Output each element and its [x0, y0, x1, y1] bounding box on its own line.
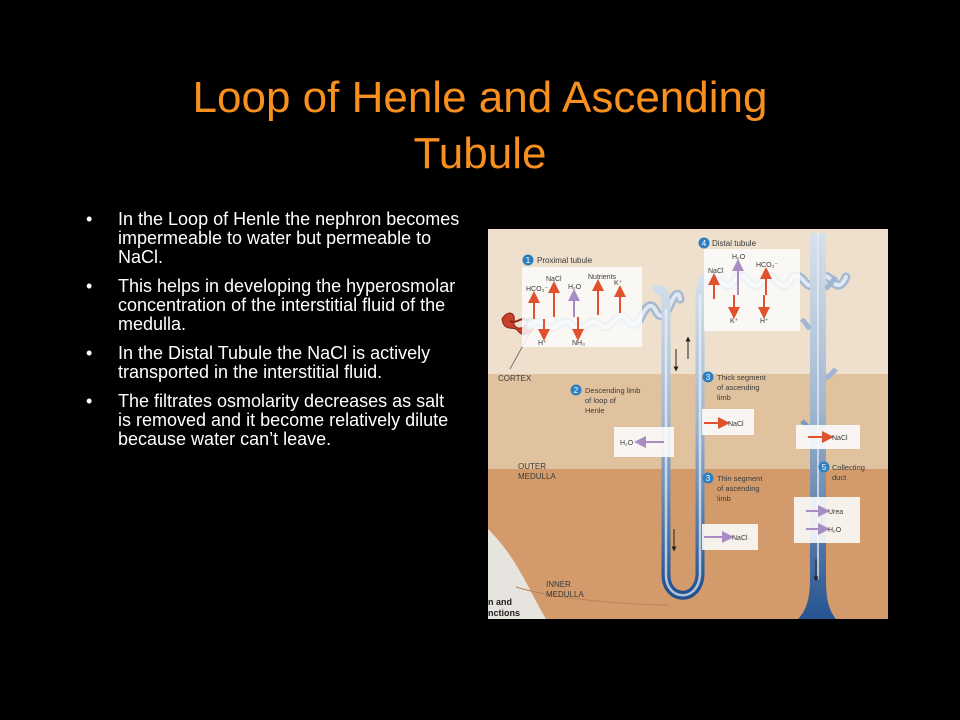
slide-title [60, 70, 900, 182]
prox-h2o: H₂O [568, 284, 582, 291]
step-3-thick-label-1: Thick segment [717, 373, 766, 382]
distal-h: H⁺ [760, 318, 769, 325]
collecting-urea: Urea [828, 509, 844, 516]
bullet-item [80, 392, 460, 449]
step-3-thick-number: 3 [705, 373, 711, 382]
step-5-label-2: duct [832, 473, 847, 482]
prox-nh3: NH₃ [572, 340, 585, 347]
step-3-thin-label-3: limb [717, 494, 731, 503]
prox-k: K⁺ [614, 280, 623, 287]
title-line-1: Loop of Henle and Ascending [192, 73, 768, 122]
bullet-dot: • [86, 391, 93, 411]
step-3-thin-label-1: Thin segment [717, 474, 763, 483]
collecting-inner-box [794, 497, 860, 543]
step-3-thin-number: 3 [705, 474, 711, 483]
bullet-text: This helps in developing the hyperosmolar concentration of the interstitial fluid of the medulla. [118, 276, 456, 334]
bullet-item [80, 210, 460, 267]
bullet-dot: • [86, 343, 93, 363]
prox-h: H⁺ [538, 340, 547, 347]
step-4-label: Distal tubule [712, 239, 757, 248]
thick-nacl: NaCl [728, 421, 744, 428]
distal-exchange-box [704, 249, 800, 331]
cortex-label: CORTEX [498, 374, 532, 383]
nephron-diagram [488, 229, 888, 619]
step-3-thick-label-2: of ascending [717, 383, 760, 392]
bullet-text: In the Distal Tubule the NaCl is actively transported in the interstitial fluid. [118, 343, 431, 382]
prox-nacl: NaCl [546, 276, 562, 283]
bullet-text: In the Loop of Henle the nephron becomes impermeable to water but permeable to NaCl. [118, 209, 460, 267]
bullet-text: The filtrates osmolarity decreases as salt is removed and it become relatively dilute because water can’t leave. [118, 391, 449, 449]
step-3-thin-label-2: of ascending [717, 484, 760, 493]
distal-nacl: NaCl [708, 268, 724, 275]
bullet-item [80, 277, 460, 334]
thin-nacl: NaCl [732, 535, 748, 542]
descending-h2o: H₂O [620, 440, 634, 447]
step-2-label-3: Henle [585, 406, 605, 415]
step-2-label-1: Descending limb [585, 386, 641, 395]
step-3-thick-label-3: limb [717, 393, 731, 402]
nephron-svg [488, 229, 888, 619]
prox-hco3: HCO₃⁻ [526, 286, 549, 293]
bullet-list [80, 210, 460, 459]
outer-medulla-zone [488, 374, 888, 469]
outer-medulla-label-1: OUTER [518, 462, 546, 471]
bullet-dot: • [86, 276, 93, 296]
step-2-label-2: of loop of [585, 396, 616, 405]
step-2-number: 2 [573, 386, 579, 395]
distal-k: K⁺ [730, 318, 739, 325]
collecting-h2o: H₂O [828, 527, 842, 534]
title-line-2: Tubule [413, 129, 547, 178]
step-1-number: 1 [525, 256, 531, 265]
collecting-nacl: NaCl [832, 435, 848, 442]
distal-h2o: H₂O [732, 254, 746, 261]
step-5-number: 5 [821, 463, 827, 472]
bullet-item [80, 344, 460, 382]
inner-medulla-label-2: MEDULLA [546, 590, 584, 599]
proximal-exchange-box [522, 267, 642, 347]
caption-fragment-1: n and [488, 597, 512, 607]
inner-medulla-label-1: INNER [546, 580, 571, 589]
step-5-label-1: Collecting [832, 463, 865, 472]
outer-medulla-label-2: MEDULLA [518, 472, 556, 481]
step-4-number: 4 [701, 239, 707, 248]
distal-hco3: HCO₃⁻ [756, 262, 779, 269]
bullet-dot: • [86, 209, 93, 229]
prox-nutrients: Nutrients [588, 274, 617, 281]
step-1-label: Proximal tubule [537, 256, 593, 265]
caption-fragment-2: nctions [488, 608, 521, 618]
